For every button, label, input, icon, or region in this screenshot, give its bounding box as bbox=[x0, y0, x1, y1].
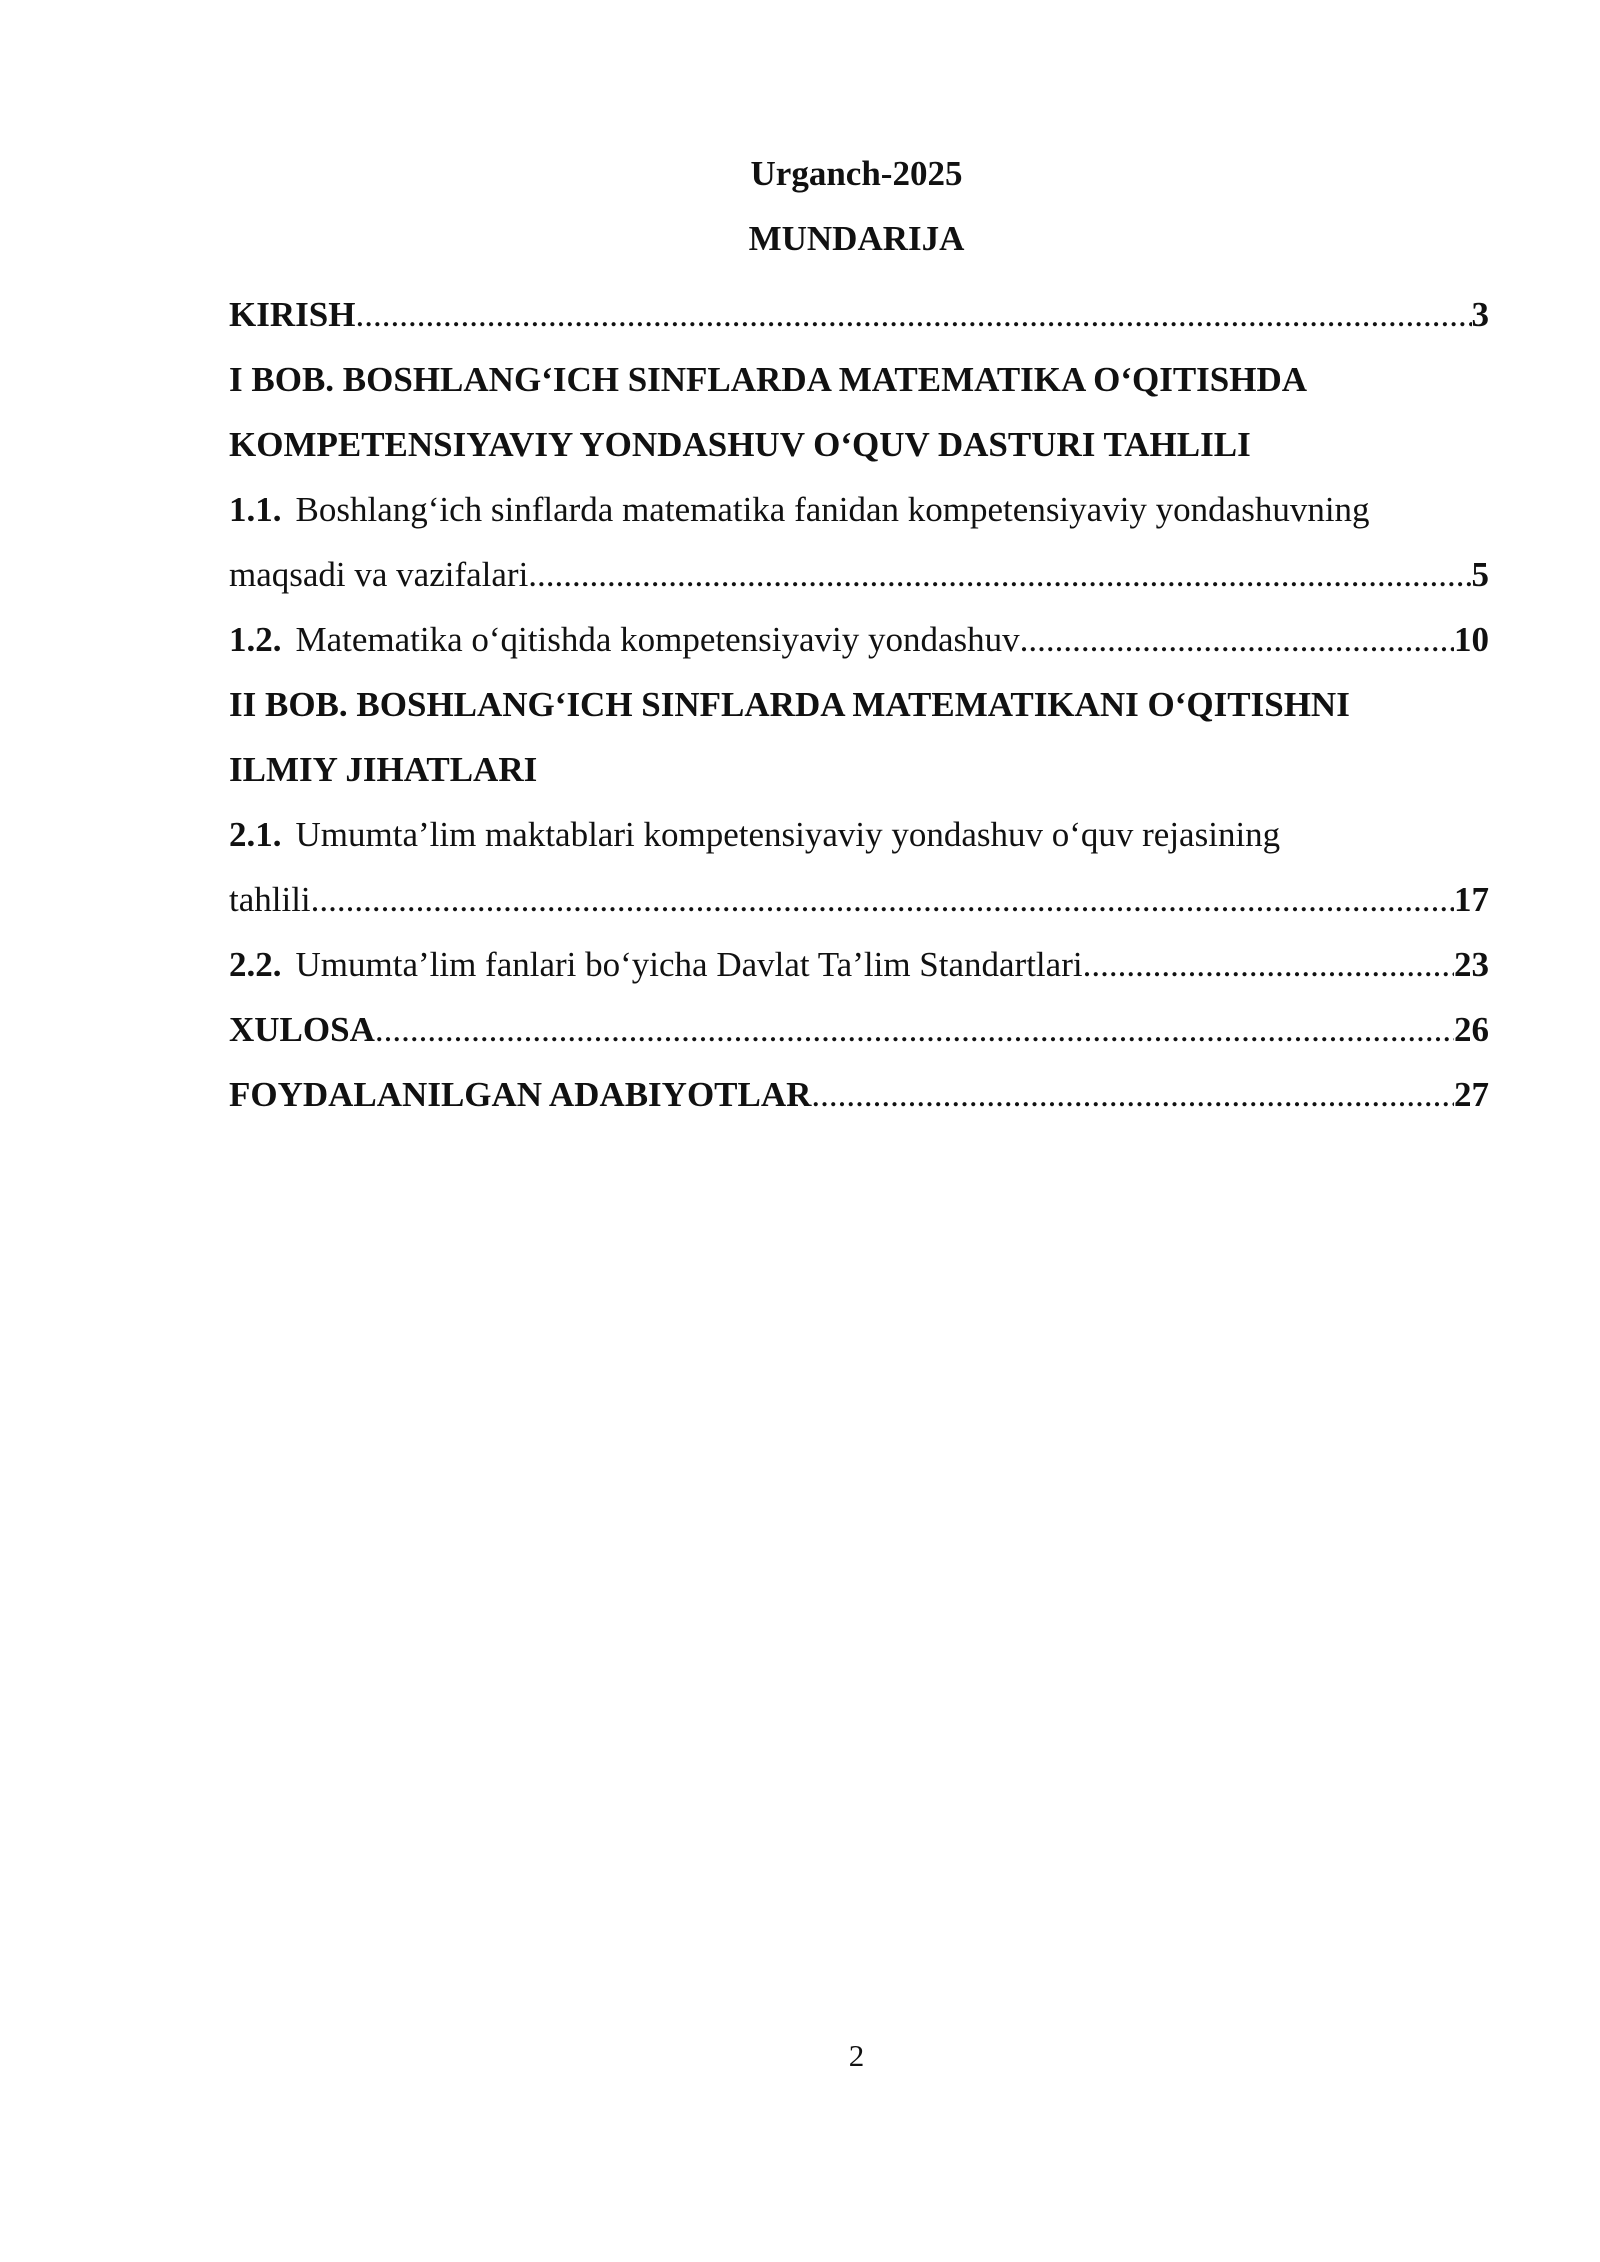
toc-entry-intro[interactable] bbox=[229, 282, 1489, 347]
toc-entry-label: KIRISH bbox=[229, 294, 356, 334]
page-number: 2 bbox=[848, 2038, 865, 2073]
dot-leader bbox=[528, 555, 1471, 595]
dot-leader bbox=[355, 295, 1471, 335]
toc-title: MUNDARIJA bbox=[748, 219, 965, 258]
section-title: Matematika o‘qitishda kompetensiyaviy yondashuv bbox=[295, 619, 1020, 659]
section-title: Umumta’lim maktablari kompetensiyaviy yondashuv o‘quv rejasining bbox=[295, 814, 1281, 854]
toc-page-number: 26 bbox=[1454, 1009, 1489, 1049]
table-of-contents bbox=[229, 282, 1489, 1127]
toc-page-number: 5 bbox=[1471, 554, 1489, 594]
toc-chapter-2-line-2[interactable]: ILMIY JIHATLARI bbox=[229, 749, 538, 789]
dot-leader bbox=[311, 880, 1454, 920]
section-number: 1.1. bbox=[229, 489, 282, 529]
toc-entry-1-1[interactable] bbox=[229, 477, 1489, 542]
toc-entry-conclusion[interactable] bbox=[229, 997, 1489, 1062]
toc-chapter-1-line-1[interactable]: I BOB. BOSHLANG‘ICH SINFLARDA MATEMATIKA O‘QITISHDA bbox=[229, 359, 1308, 399]
dot-leader bbox=[1020, 620, 1454, 660]
toc-page-number: 23 bbox=[1454, 944, 1489, 984]
toc-page-number: 10 bbox=[1454, 619, 1489, 659]
section-title-continued: tahlili bbox=[229, 879, 311, 919]
toc-page-number: 3 bbox=[1471, 294, 1489, 334]
toc-entry-1-2[interactable] bbox=[229, 607, 1489, 672]
toc-page-number: 27 bbox=[1454, 1074, 1489, 1114]
toc-entry-label: FOYDALANILGAN ADABIYOTLAR bbox=[229, 1074, 812, 1114]
toc-entry-label: XULOSA bbox=[229, 1009, 375, 1049]
dot-leader bbox=[1083, 945, 1454, 985]
section-number: 1.2. bbox=[229, 619, 282, 659]
toc-chapter-2-line-1[interactable]: II BOB. BOSHLANG‘ICH SINFLARDA MATEMATIKANI O‘QITISHNI bbox=[229, 684, 1350, 724]
section-number: 2.1. bbox=[229, 814, 282, 854]
toc-entry-references[interactable] bbox=[229, 1062, 1489, 1127]
toc-page-number: 17 bbox=[1454, 879, 1489, 919]
toc-entry-2-1[interactable] bbox=[229, 802, 1489, 867]
toc-entry-1-1-continued[interactable] bbox=[229, 542, 1489, 607]
city-year-heading: Urganch-2025 bbox=[750, 154, 963, 193]
section-title: Boshlang‘ich sinflarda matematika fanidan kompetensiyaviy yondashuvning bbox=[295, 489, 1370, 529]
section-title-continued: maqsadi va vazifalari bbox=[229, 554, 529, 594]
section-title: Umumta’lim fanlari bo‘yicha Davlat Ta’lim Standartlari bbox=[295, 944, 1083, 984]
toc-entry-2-1-continued[interactable] bbox=[229, 867, 1489, 932]
dot-leader bbox=[375, 1010, 1454, 1050]
section-number: 2.2. bbox=[229, 944, 282, 984]
dot-leader bbox=[811, 1075, 1454, 1115]
toc-entry-2-2[interactable] bbox=[229, 932, 1489, 997]
toc-chapter-1-line-2[interactable]: KOMPETENSIYAVIY YONDASHUV O‘QUV DASTURI TAHLILI bbox=[229, 424, 1251, 464]
